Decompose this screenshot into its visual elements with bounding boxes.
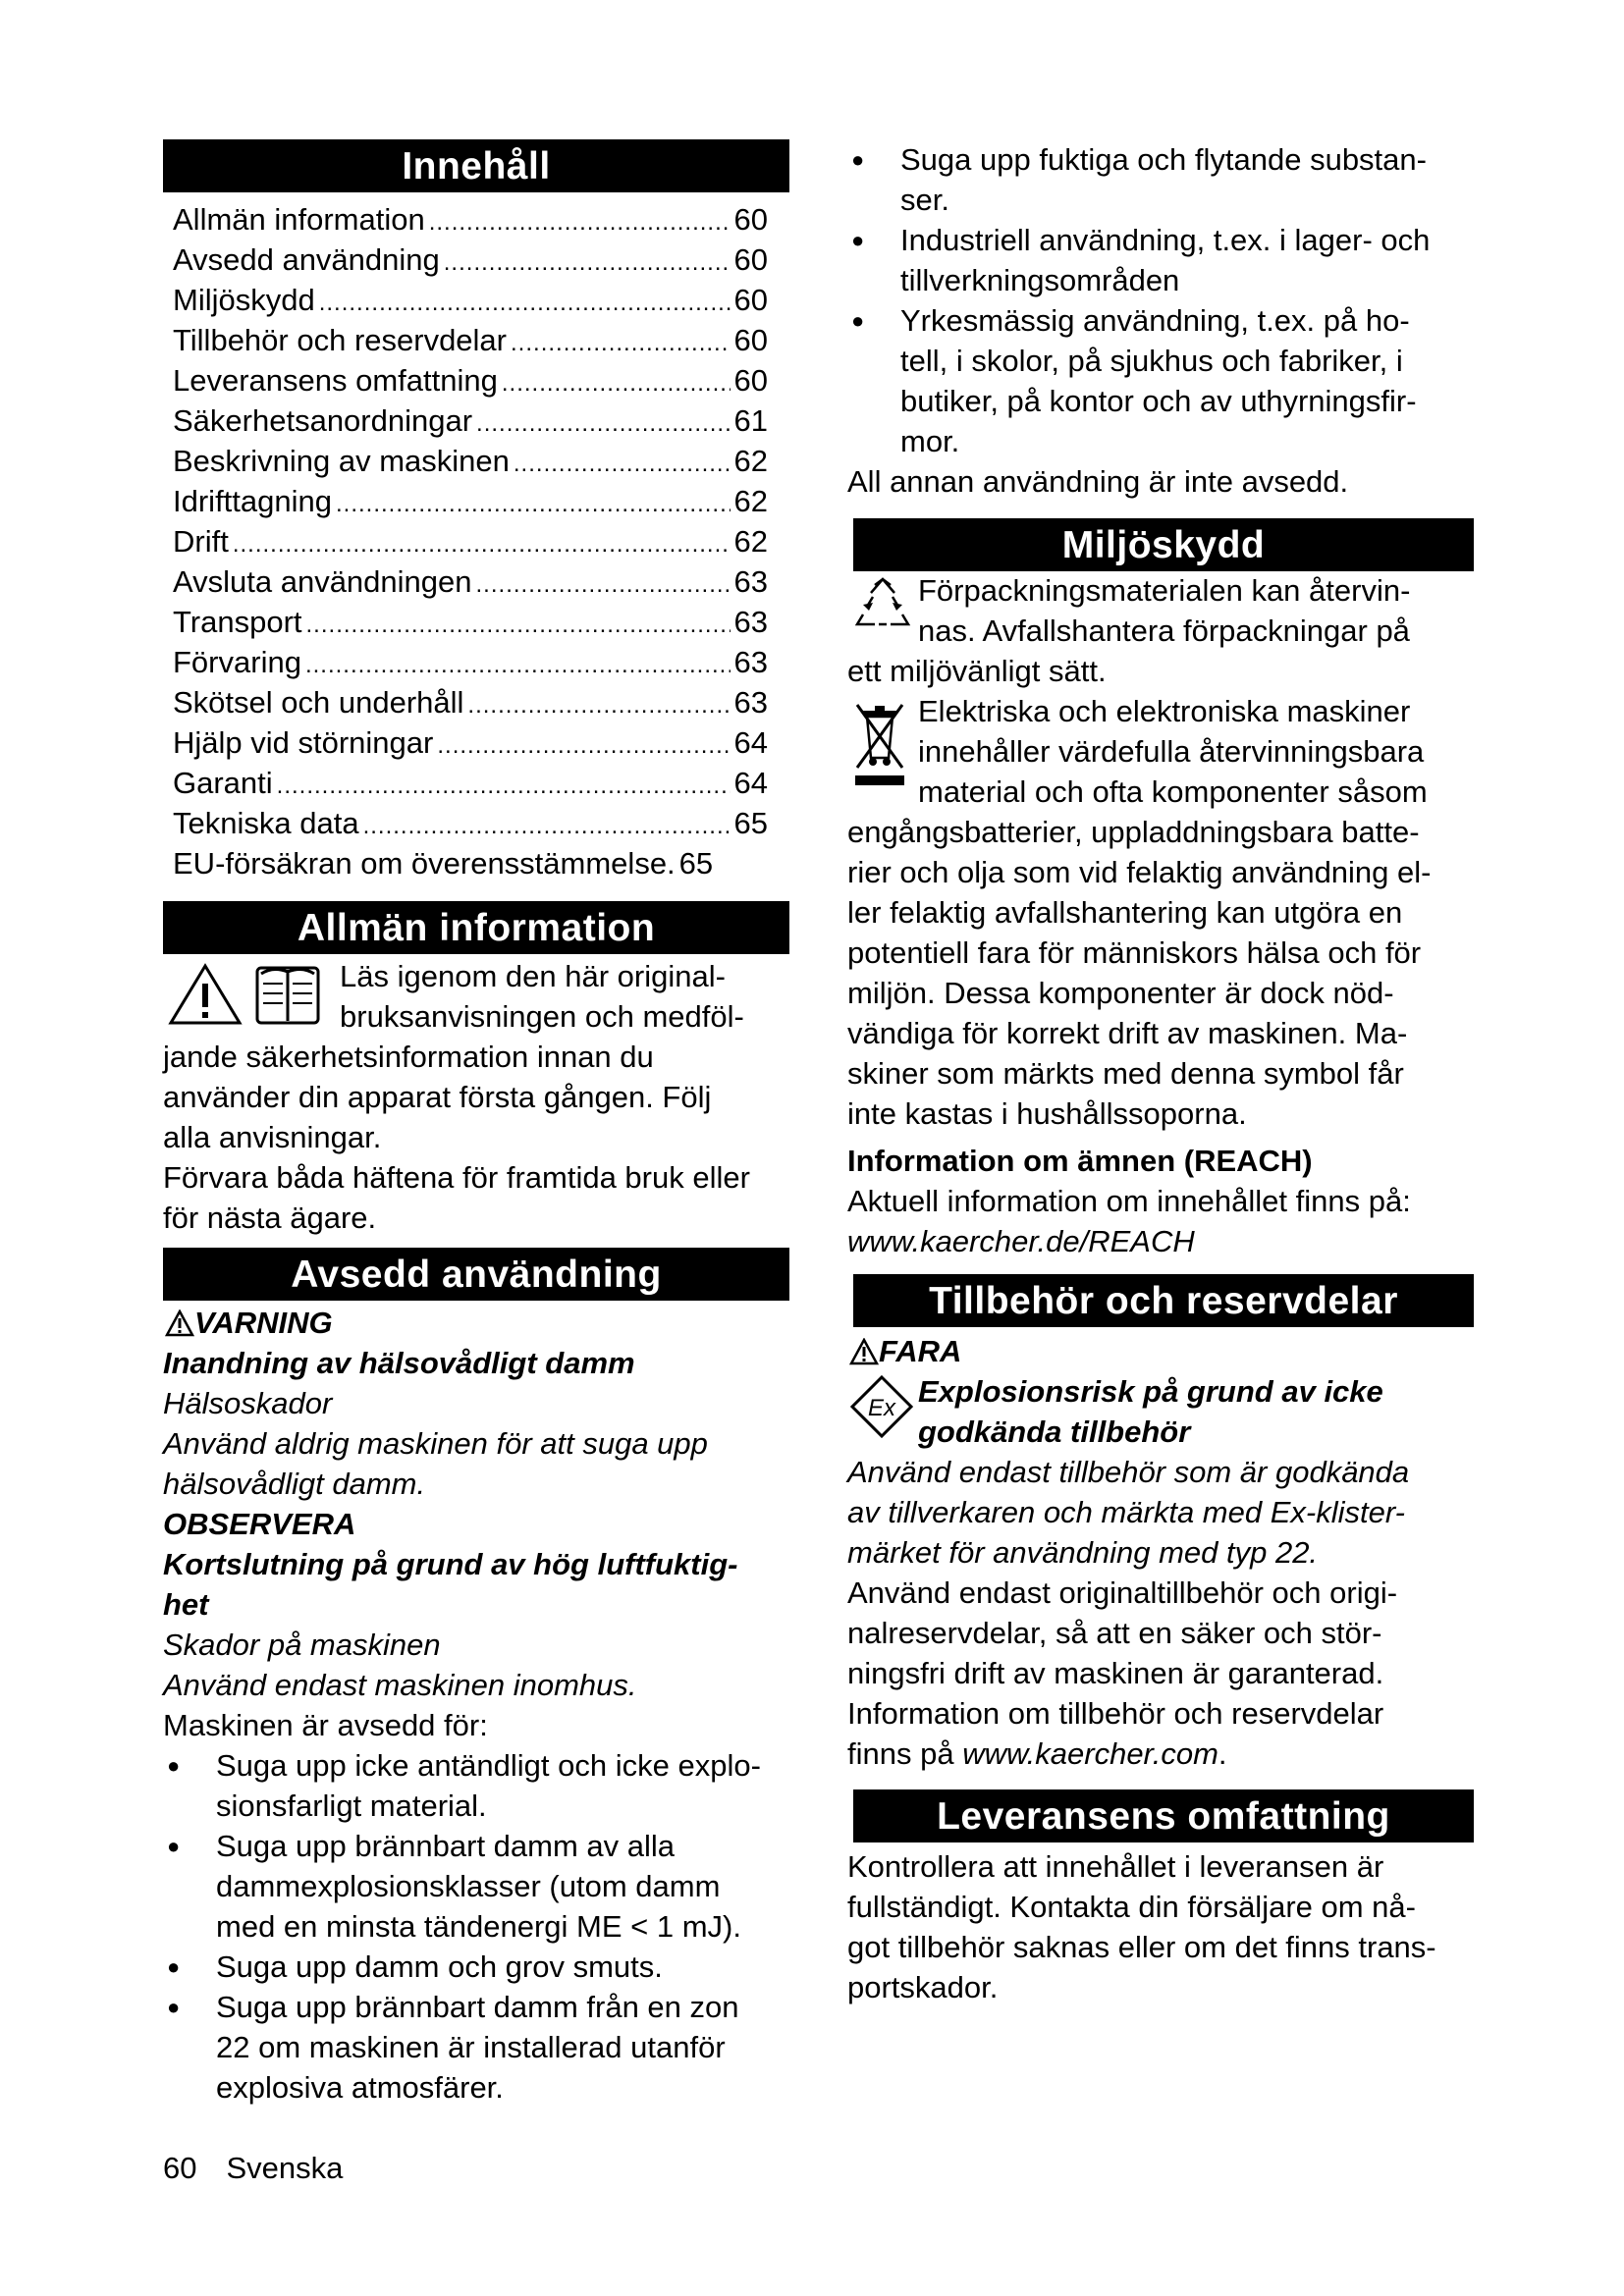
warning-text: Hälsoskador (163, 1386, 333, 1420)
leverans-text: portskador. (847, 1970, 999, 2004)
weee-text: inte kastas i hushållssoporna. (847, 1096, 1247, 1131)
leverans-text: got tillbehör saknas eller om det finns trans- (847, 1930, 1436, 1964)
toc-entry[interactable]: Hjälp vid störningar ..... 64 (173, 722, 768, 763)
footer-language: Svenska (226, 2151, 344, 2185)
allman-text: för nästa ägare. (163, 1201, 377, 1235)
reach-text: Aktuell information om innehållet finns på: (847, 1184, 1411, 1218)
allman-text: använder din apparat första gången. Följ (163, 1080, 712, 1114)
warning-text: Använd aldrig maskinen för att suga upp (163, 1426, 708, 1461)
reach-link[interactable]: www.kaercher.de/REACH (847, 1224, 1195, 1258)
warning-text: hälsovådligt damm. (163, 1467, 426, 1501)
section-heading-allman: Allmän information (163, 901, 789, 954)
toc-entry[interactable]: EU-försäkran om överensstämmelse. 65 (173, 846, 714, 881)
toc-entry[interactable]: Garanti ..... 64 (173, 763, 768, 803)
kaercher-link[interactable]: www.kaercher.com (962, 1736, 1218, 1771)
tillbehor-text: Information om tillbehör och reservdelar (847, 1696, 1384, 1731)
toc-entry[interactable]: Beskrivning av maskinen ..... 62 (173, 441, 768, 481)
weee-text: miljön. Dessa komponenter är dock nöd- (847, 976, 1394, 1010)
weee-text: skiner som märkts med denna symbol får (847, 1056, 1404, 1091)
svg-text:Ex: Ex (867, 1395, 896, 1421)
weee-text: engångsbatterier, uppladdningsbara batte- (847, 815, 1420, 849)
page-number: 60 (163, 2151, 197, 2185)
danger-text: Använd endast tillbehör som är godkända (847, 1455, 1410, 1489)
allman-text: jande säkerhetsinformation innan du (163, 1040, 654, 1074)
toc-entry[interactable]: Tekniska data ..... 65 (173, 803, 768, 843)
warning-triangle-icon (167, 962, 244, 1027)
allman-text: Läs igenom den här original- (340, 959, 726, 993)
danger-heading: godkända tillbehör (918, 1415, 1191, 1449)
danger-label: FARA (879, 1334, 962, 1368)
ex-explosion-icon (849, 1374, 914, 1439)
allman-text: alla anvisningar. (163, 1120, 382, 1154)
warning-small-icon (165, 1309, 194, 1337)
notice-text: Använd endast maskinen inomhus. (163, 1668, 637, 1702)
weee-text: vändiga för korrekt drift av maskinen. Ma- (847, 1016, 1408, 1050)
intended-use-closing: All annan användning är inte avsedd. (847, 464, 1349, 499)
toc-entry[interactable]: Skötsel och underhåll ..... 63 (173, 682, 768, 722)
section-heading-leverans: Leveransens omfattning (853, 1789, 1474, 1842)
section-heading-avsedd: Avsedd användning (163, 1248, 789, 1301)
recycle-icon (853, 575, 912, 630)
toc-entry[interactable]: Miljöskydd ..... 60 (173, 280, 768, 320)
notice-heading: het (163, 1587, 209, 1622)
weee-bin-icon (853, 697, 906, 787)
toc-entry[interactable]: Förvaring ..... 63 (173, 642, 768, 682)
recycle-text: Förpackningsmaterialen kan återvin- (918, 573, 1411, 608)
notice-text: Skador på maskinen (163, 1628, 441, 1662)
warning-label: VARNING (194, 1306, 333, 1340)
tillbehor-text: nalreservdelar, så att en säker och stör- (847, 1616, 1382, 1650)
weee-text: rier och olja som vid felaktig användning el- (847, 855, 1432, 889)
intended-use-intro: Maskinen är avsedd för: (163, 1708, 488, 1742)
toc-entry[interactable]: Avsluta användningen ..... 63 (173, 561, 768, 602)
weee-text: potentiell fara för människors hälsa och för (847, 935, 1422, 970)
page-footer (163, 2151, 343, 2186)
toc-entry[interactable]: Transport ..... 63 (173, 602, 768, 642)
weee-text: innehåller värdefulla återvinningsbara (918, 734, 1425, 769)
section-heading-tillbehor: Tillbehör och reservdelar (853, 1274, 1474, 1327)
tillbehor-text: Använd endast originaltillbehör och origi- (847, 1575, 1398, 1610)
notice-label: OBSERVERA (163, 1507, 356, 1541)
manual-book-icon (253, 960, 322, 1027)
notice-heading: Kortslutning på grund av hög luftfuktig- (163, 1547, 738, 1581)
danger-small-icon (849, 1338, 879, 1365)
toc-entry[interactable]: Drift ..... 62 (173, 521, 768, 561)
table-of-contents (173, 199, 768, 883)
toc-heading: Innehåll (163, 139, 789, 192)
recycle-text: ett miljövänligt sätt. (847, 654, 1107, 688)
danger-text: av tillverkaren och märkta med Ex-klister- (847, 1495, 1405, 1529)
section-heading-miljo: Miljöskydd (853, 518, 1474, 571)
toc-entry[interactable]: Leveransens omfattning ..... 60 (173, 360, 768, 400)
danger-text: märket för användning med typ 22. (847, 1535, 1319, 1570)
weee-text: material och ofta komponenter såsom (918, 774, 1428, 809)
toc-entry[interactable]: Säkerhetsanordningar ..... 61 (173, 400, 768, 441)
toc-entry[interactable]: Avsedd användning ..... 60 (173, 240, 768, 280)
reach-heading: Information om ämnen (REACH) (847, 1144, 1313, 1178)
weee-text: Elektriska och elektroniska maskiner (918, 694, 1411, 728)
recycle-text: nas. Avfallshantera förpackningar på (918, 614, 1410, 648)
toc-entry[interactable]: Allmän information ..... 60 (173, 199, 768, 240)
tillbehor-text: finns på www.kaercher.com. (847, 1736, 1227, 1771)
toc-entry[interactable]: Idrifttagning ..... 62 (173, 481, 768, 521)
weee-text: ler felaktig avfallshantering kan utgöra en (847, 895, 1403, 930)
allman-text: Förvara båda häftena för framtida bruk eller (163, 1160, 750, 1195)
leverans-text: Kontrollera att innehållet i leveransen är (847, 1849, 1384, 1884)
leverans-text: fullständigt. Kontakta din försäljare om nå- (847, 1890, 1416, 1924)
tillbehor-text: ningsfri drift av maskinen är garanterad. (847, 1656, 1384, 1690)
warning-heading: Inandning av hälsovådligt damm (163, 1346, 635, 1380)
toc-entry[interactable]: Tillbehör och reservdelar ..... 60 (173, 320, 768, 360)
allman-text: bruksanvisningen och medföl- (340, 999, 744, 1034)
danger-heading: Explosionsrisk på grund av icke (918, 1374, 1383, 1409)
